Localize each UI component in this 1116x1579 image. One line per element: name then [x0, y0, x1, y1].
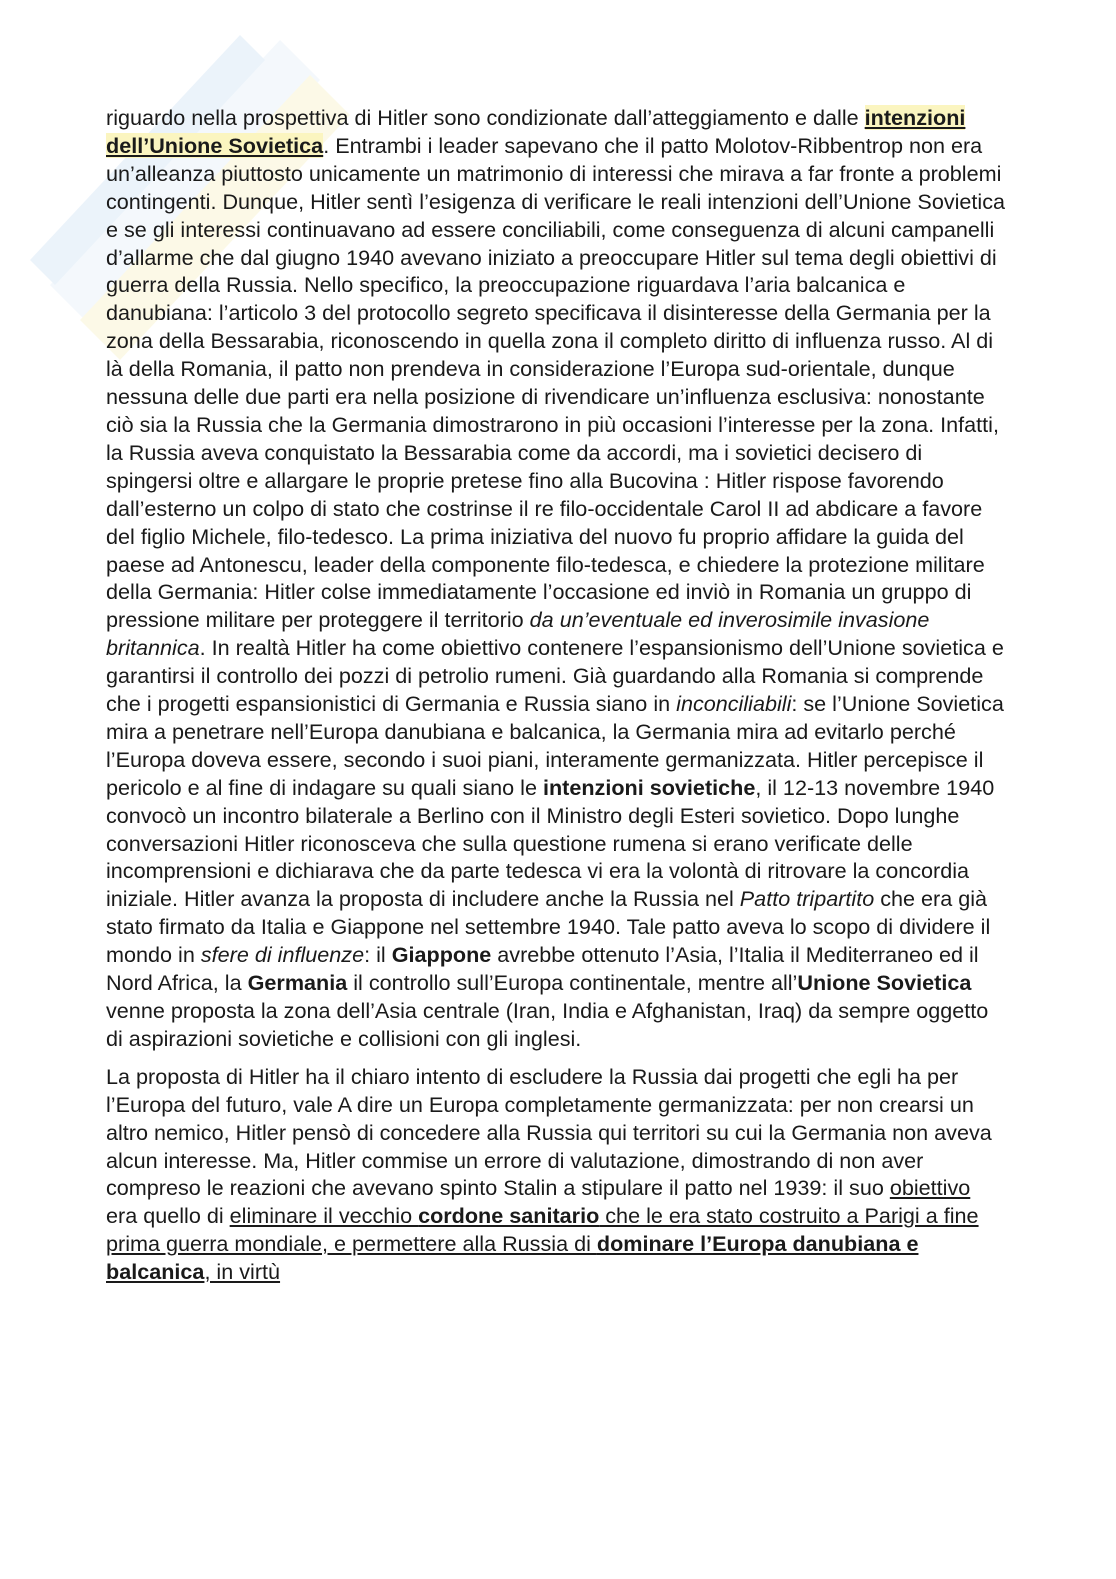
text-run: : se l’Unione Sovietica mira a penetrare nell’Europa danubiana e balcanica, la Germania mira ad evitarlo perché l’Europa doveva essere, secondo i suoi piani, interamente germanizzata. Hitler percepisce il pericolo e al fine di indagare su quali siano le — [106, 691, 1004, 800]
text-run: venne proposta la zona dell’Asia centrale (Iran, India e Afghanistan, Iraq) da sempre oggetto di aspirazioni sovietiche e collisioni con gli inglesi. — [106, 998, 989, 1051]
text-run: , in virtù — [204, 1259, 281, 1285]
text-run: eliminare il vecchio — [229, 1203, 419, 1229]
text-run: da un’eventuale ed inverosimile invasione britannica — [106, 607, 930, 661]
text-run: Unione Sovietica — [797, 970, 972, 996]
text-run: intenzioni sovietiche — [542, 774, 756, 800]
text-run: intenzioni dell’Unione Sovietica — [106, 105, 966, 158]
text-run: avrebbe ottenuto l’Asia, l’Italia il Mediterraneo ed il Nord Africa, la — [106, 942, 979, 996]
text-run: il controllo sull’Europa continentale, mentre all’ — [347, 970, 798, 996]
text-run: . In realtà Hitler ha come obiettivo contenere l’espansionismo dell’Unione sovietica e garantirsi il controllo dei pozzi di petrolio rumeni. Già guardando alla Romania si comprende che i progetti espansionistici di Germania e Russia siano in — [106, 635, 1004, 717]
paragraph — [106, 1063, 1006, 1286]
document-body — [106, 104, 1006, 1286]
text-run: che era già stato firmato da Italia e Giappone nel settembre 1940. Tale patto aveva lo scopo di dividere il mondo in — [106, 886, 991, 968]
text-run: riguardo nella prospettiva di Hitler sono condizionate dall’atteggiamento e dalle — [106, 105, 865, 130]
text-run: che le era stato costruito a Parigi a fine prima guerra mondiale, e permettere alla Russia di — [106, 1203, 979, 1257]
text-run: inconciliabili — [676, 691, 792, 717]
text-run: Patto tripartito — [739, 886, 875, 912]
text-run: : il — [364, 942, 392, 968]
text-run: era quello di — [106, 1203, 230, 1229]
text-run: obiettivo — [889, 1175, 971, 1201]
text-run: sfere di influenze — [200, 942, 365, 968]
text-run: cordone sanitario — [418, 1203, 600, 1229]
text-run: dominare l’Europa danubiana e balcanica — [106, 1231, 919, 1285]
text-run: , il 12-13 novembre 1940 convocò un incontro bilaterale a Berlino con il Ministro degli Esteri sovietico. Dopo lunghe conversazioni Hitler riconosceva che sulla questione rumena si erano verificate delle incomprensioni e dichiarava che da parte tedesca vi era la volontà di ritrovare la concordia iniziale. Hitler avanza la proposta di includere anche la Russia nel — [106, 774, 995, 912]
text-run: La proposta di Hitler ha il chiaro intento di escludere la Russia dai progetti che egli ha per l’Europa del futuro, vale A dire un Europa completamente germanizzata: per non crearsi un altro nemico, Hitler pensò di concedere alla Russia qui territori su cui la Germania non aveva alcun interesse. Ma, Hitler commise un errore di valutazione, dimostrando di non aver compreso le reazioni che avevano spinto Stalin a stipulare il patto nel 1939: il suo — [106, 1063, 992, 1201]
text-run: Germania — [247, 970, 348, 996]
text-run: Giappone — [391, 942, 492, 968]
text-run: . Entrambi i leader sapevano che il patto Molotov-Ribbentrop non era un’alleanza piuttosto unicamente un matrimonio di interessi che mirava a far fronte a problemi contingenti. Dunque, Hitler sentì l’esigenza di verificare le reali intenzioni dell’Unione Sovietica e se gli interessi continuavano ad essere conciliabili, come conseguenza di alcuni campanelli d’allarme che dal giugno 1940 avevano iniziato a preoccupare Hitler sul tema degli obiettivi di guerra della Russia. Nello specifico, la preoccupazione riguardava l’aria balcanica e danubiana: l’articolo 3 del protocollo segreto specificava il disinteresse della Germania per la zona della Bessarabia, riconoscendo in quella zona il completo diritto di influenza russo. Al di là della Romania, il patto non prendeva in considerazione l’Europa sud-orientale, dunque nessuna delle due parti era nella posizione di rivendicare un’influenza esclusiva: nonostante ciò sia la Russia che la Germania dimostrarono in più occasioni l’interesse per la zona. Infatti, la Russia aveva conquistato la Bessarabia come da accordi, ma i sovietici decisero di spingersi oltre e allargare le proprie pretese fino alla Bucovina : Hitler rispose favorendo dall’esterno un colpo di stato che costrinse il re filo-occidentale Carol II ad abdicare a favore del figlio Michele, filo-tedesco. La prima iniziativa del nuovo fu proprio affidare la guida del paese ad Antonescu, leader della componente filo-tedesca, e chiedere la protezione militare della Germania: Hitler colse immediatamente l’occasione ed inviò in Romania un gruppo di pressione militare per proteggere il territorio — [106, 132, 1006, 633]
paragraph — [106, 104, 1006, 1053]
